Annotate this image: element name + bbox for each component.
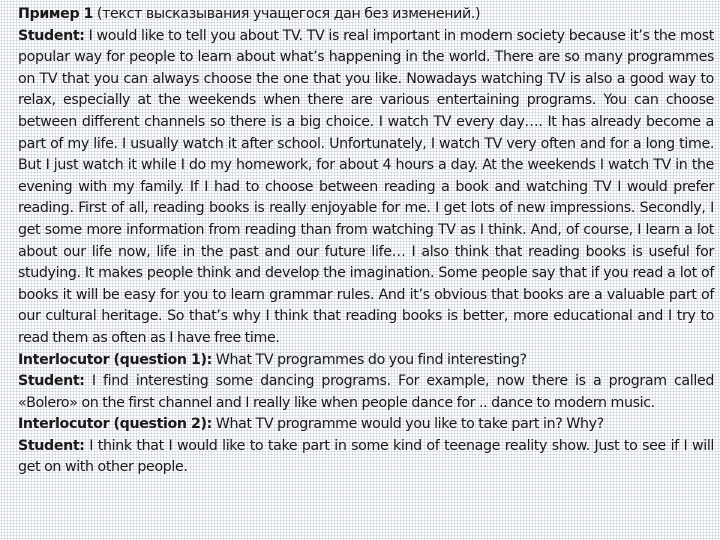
speaker-label: Student: <box>18 437 85 454</box>
speaker-label: Student: <box>18 27 85 44</box>
utterance-text: I find interesting some dancing programs. For example, now there is a program called «Bolero» on the first channel and I really like when people dance for .. dance to modern music. <box>18 373 714 411</box>
interlocutor-question-2 <box>18 414 714 436</box>
utterance-text: What TV programmes do you find interesting? <box>211 351 527 368</box>
example-note: (текст высказывания учащегося дан без изменений.) <box>93 6 481 22</box>
document-body <box>18 4 714 479</box>
speaker-label: Interlocutor (question 2): <box>18 416 212 433</box>
utterance-text: I would like to tell you about TV. TV is real important in modern society because it’s the most popular way for people to learn about what’s happening in the world. There are so many programmes on TV that you can always choose the one that you like. Nowadays watching TV is also a good way to relax, especially at the weekends when there are various entertaining programs. You can choose between different channels so there is a big choice. I watch TV every day…. It has already become a part of my life. I usually watch it after school. Unfortunately, I watch TV very often and for a long time. But I just watch it while I do my homework, for about 4 hours a day. At the weekends I watch TV in the evening with my family. If I had to choose between reading a book and watching TV I would prefer reading. First of all, reading books is really enjoyable for me. I get lots of new impressions. Secondly, I get some more information from reading than from watching TV as I think. And, of course, I learn a lot about our life now, life in the past and our future life… I also think that reading books is useful for studying. It makes people think and develop the imagination. Some people say that if you read a lot of books it will be easy for you to learn grammar rules. And it’s obvious that books are a valuable part of our cultural heritage. So that’s why I think that reading books is better, more educational and I try to read them as often as I have free time. <box>18 27 714 346</box>
utterance-text: I think that I would like to take part in some kind of teenage reality show. Just to see if I will get on with other people. <box>18 437 714 476</box>
utterance-text: What TV programme would you like to take part in? Why? <box>211 416 604 433</box>
speaker-label: Interlocutor (question 1): <box>18 351 212 368</box>
speaker-label: Student: <box>18 373 85 390</box>
heading <box>18 4 714 26</box>
student-answer-1 <box>18 371 714 414</box>
interlocutor-question-1 <box>18 350 714 372</box>
example-label: Пример 1 <box>18 6 94 22</box>
student-answer <box>18 26 714 350</box>
student-answer-2 <box>18 436 714 479</box>
